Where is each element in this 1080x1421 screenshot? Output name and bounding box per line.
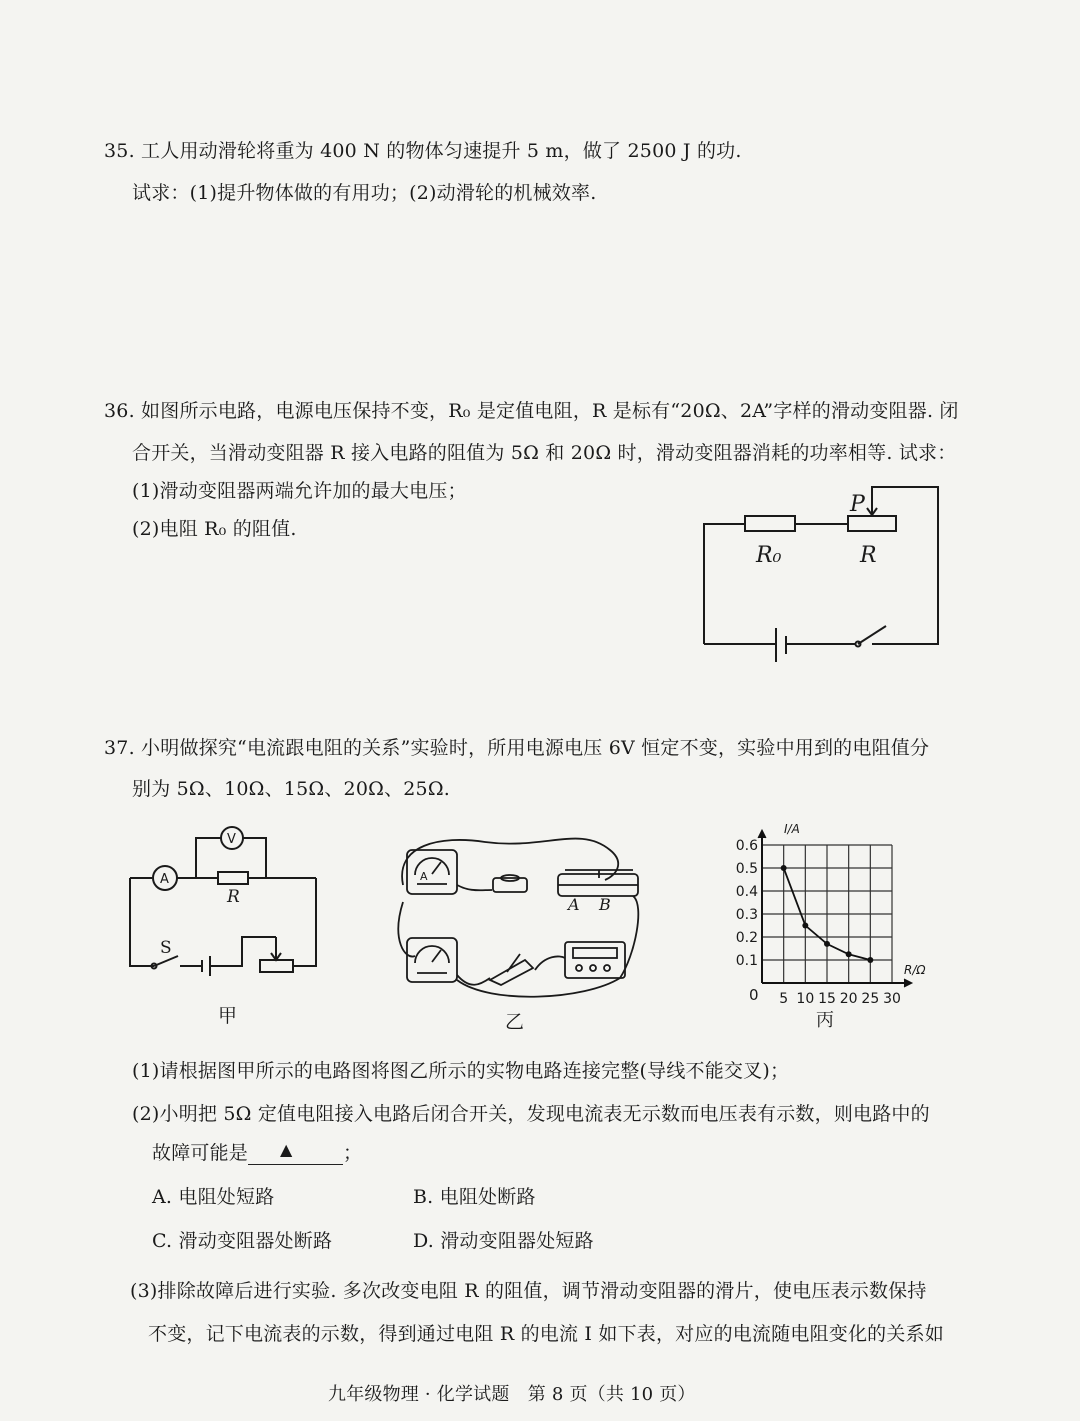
q37-sub2-line1: (2)小明把 5Ω 定值电阻接入电路后闭合开关，发现电流表无示数而电压表有示数，则电路中的: [132, 1103, 930, 1125]
yi-meter-a-label: A: [420, 870, 428, 883]
q37-line2: 别为 5Ω、10Ω、15Ω、20Ω、25Ω.: [132, 778, 451, 800]
yi-label-b: B: [599, 895, 611, 914]
page-footer: 九年级物理 · 化学试题 第 8 页（共 10 页）: [328, 1384, 696, 1405]
q37-sub2-line2: [152, 1138, 362, 1165]
answer-blank[interactable]: [248, 1142, 343, 1165]
q35-line2: 试求：(1)提升物体做的有用功；(2)动滑轮的机械效率.: [132, 182, 597, 204]
meter-a-label: A: [160, 872, 169, 887]
resistor-r-label: R: [227, 887, 240, 907]
y-tick-label: 0.4: [735, 884, 758, 900]
fig-bing-caption: 丙: [816, 1010, 834, 1031]
triangle-marker-icon: ▲: [280, 1140, 293, 1159]
fig-yi-physical-circuit: [395, 830, 660, 1030]
q36-line2: 合开关，当滑动变阻器 R 接入电路的阻值为 5Ω 和 20Ω 时，滑动变阻器消耗的功率相等. 试求：: [132, 442, 957, 464]
chart-grid: [762, 845, 892, 983]
label-r: R: [860, 543, 877, 568]
chart-axes: [736, 830, 912, 1007]
data-point: [846, 951, 852, 957]
x-tick-label: 30: [883, 991, 901, 1007]
q35-line1: 35. 工人用动滑轮将重为 400 N 的物体匀速提升 5 m，做了 2500 J 的功.: [104, 140, 742, 162]
q36-line3: (1)滑动变阻器两端允许加的最大电压；: [132, 480, 467, 502]
q37-sub2-prefix: 故障可能是: [152, 1142, 249, 1164]
q36-line4: (2)电阻 R₀ 的阻值.: [132, 518, 297, 540]
option-c: C. 滑动变阻器处断路: [152, 1230, 333, 1252]
q37-sub2-suffix: ；: [343, 1142, 363, 1164]
x-tick-label: 5: [779, 991, 789, 1007]
q37-sub3-line2: 不变，记下电流表的示数，得到通过电阻 R 的电流 I 如下表，对应的电流随电阻变化的关系如: [148, 1323, 944, 1345]
y-axis-label: I/A: [784, 822, 800, 836]
label-r0: R₀: [756, 543, 782, 568]
x-tick-label: 25: [861, 991, 880, 1007]
y-tick-label: 0.5: [735, 861, 758, 877]
option-d: D. 滑动变阻器处短路: [413, 1230, 594, 1252]
x-tick-label: 20: [839, 991, 858, 1007]
data-point: [802, 923, 808, 929]
y-tick-label: 0.3: [735, 907, 758, 923]
fig-jia-circuit: [120, 822, 330, 1032]
data-point: [824, 941, 830, 947]
y-tick-label: 0.6: [735, 838, 758, 854]
fig-jia-caption: 甲: [218, 1005, 238, 1027]
q37-line1: 37. 小明做探究“电流跟电阻的关系”实验时，所用电源电压 6V 恒定不变，实验中用到的电阻值分: [104, 737, 930, 759]
data-point: [867, 957, 873, 963]
meter-v-label: V: [227, 832, 236, 847]
q37-sub3-line1: (3)排除故障后进行实验. 多次改变电阻 R 的阻值，调节滑动变阻器的滑片，使电压表示数保持: [130, 1280, 927, 1302]
option-a: A. 电阻处短路: [152, 1186, 275, 1208]
yi-label-a: A: [568, 895, 580, 914]
origin-label: 0: [749, 986, 759, 1004]
option-b: B. 电阻处断路: [413, 1186, 536, 1208]
x-tick-label: 10: [796, 991, 815, 1007]
x-tick-label: 15: [818, 991, 836, 1007]
fig-bing-graph: [718, 818, 948, 1034]
q36-line1: 36. 如图所示电路，电源电压保持不变，R₀ 是定值电阻，R 是标有“20Ω、2A”字样的滑动变阻器. 闭: [104, 400, 959, 422]
y-tick-label: 0.1: [735, 953, 758, 969]
fig-yi-caption: 乙: [505, 1011, 525, 1030]
y-axis-arrow: [758, 830, 766, 838]
label-p: P: [850, 492, 865, 517]
x-axis-label: R/Ω: [904, 963, 926, 977]
x-axis-arrow: [904, 979, 912, 987]
q37-sub1: (1)请根据图甲所示的电路图将图乙所示的实物电路连接完整(导线不能交叉)；: [132, 1060, 790, 1082]
data-point: [781, 865, 787, 871]
switch-s-label: S: [160, 938, 172, 958]
y-tick-label: 0.2: [735, 930, 758, 946]
q36-circuit-diagram: [690, 478, 950, 668]
